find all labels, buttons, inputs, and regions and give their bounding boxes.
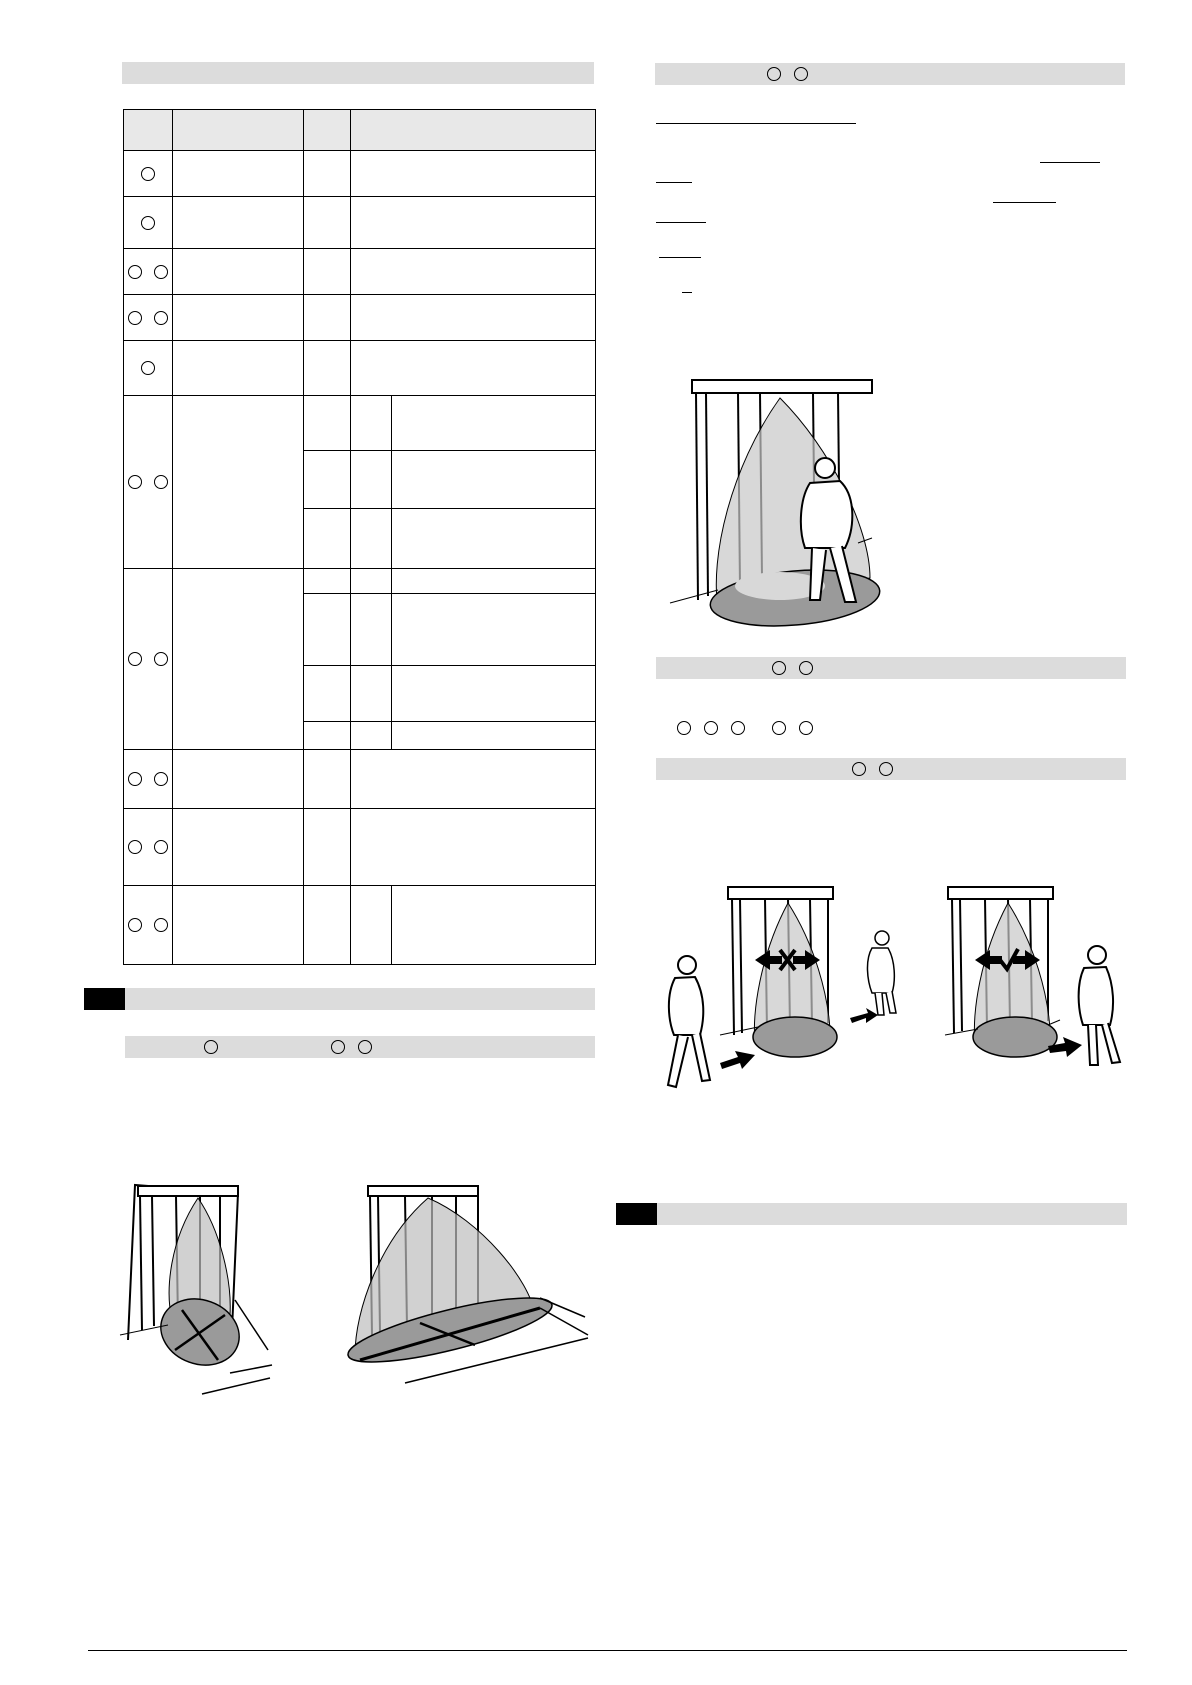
number-circle <box>154 918 168 932</box>
number-circle <box>141 361 155 375</box>
number-circle <box>128 918 142 932</box>
underline <box>656 123 856 124</box>
section-title-bar <box>125 988 595 1010</box>
detection-field-wide-figure <box>350 1180 595 1390</box>
underline <box>993 202 1056 203</box>
table-row <box>124 151 596 197</box>
footer-rule <box>88 1650 1127 1651</box>
number-circle <box>154 652 168 666</box>
table-header-cell <box>124 110 173 151</box>
subsection-title-bar-2 <box>656 657 1126 679</box>
table-row <box>124 249 596 295</box>
number-circle <box>704 721 718 735</box>
number-circle <box>772 721 786 735</box>
underline <box>1040 162 1100 163</box>
sensor-person-approaching-figure <box>670 378 880 636</box>
number-circle <box>767 67 781 81</box>
table-row <box>124 750 596 809</box>
detection-field-narrow-figure <box>120 1180 300 1405</box>
table-header-row <box>124 110 596 151</box>
section-title-bar-2 <box>657 1203 1127 1225</box>
number-circle <box>154 475 168 489</box>
number-circle <box>154 840 168 854</box>
number-circle <box>852 762 866 776</box>
table-header-cell <box>173 110 304 151</box>
number-circle <box>128 772 142 786</box>
table-row <box>124 197 596 249</box>
number-circle <box>799 661 813 675</box>
number-circle <box>128 311 142 325</box>
number-circle <box>731 721 745 735</box>
table-row <box>124 809 596 886</box>
number-circle <box>204 1040 218 1054</box>
parameter-table <box>123 109 596 965</box>
table-row <box>124 886 596 965</box>
number-circle <box>128 475 142 489</box>
number-circle <box>154 772 168 786</box>
table-row <box>124 396 596 451</box>
number-circle <box>799 721 813 735</box>
number-circle <box>794 67 808 81</box>
cross-traffic-not-detected-figure <box>660 885 905 1095</box>
section-number-block-2 <box>616 1203 657 1225</box>
number-circle <box>331 1040 345 1054</box>
number-circle <box>128 265 142 279</box>
number-circle <box>128 840 142 854</box>
underline <box>656 222 706 223</box>
underline <box>659 257 701 258</box>
number-circle <box>141 167 155 181</box>
table-row <box>124 295 596 341</box>
subsection-title-bar-1 <box>655 63 1125 85</box>
section-number-block <box>84 988 125 1010</box>
number-circle <box>879 762 893 776</box>
number-circle <box>677 721 691 735</box>
number-circle <box>154 265 168 279</box>
underline <box>656 182 692 183</box>
table-row <box>124 341 596 396</box>
person-detected-approaching-figure <box>940 885 1130 1095</box>
number-circle <box>154 311 168 325</box>
number-circle <box>772 661 786 675</box>
table-title-bar <box>122 62 594 84</box>
number-circle <box>358 1040 372 1054</box>
number-circle <box>141 216 155 230</box>
table-header-cell <box>351 110 596 151</box>
table-row <box>124 569 596 594</box>
underline <box>682 292 692 293</box>
number-circle <box>128 652 142 666</box>
table-header-cell <box>304 110 351 151</box>
